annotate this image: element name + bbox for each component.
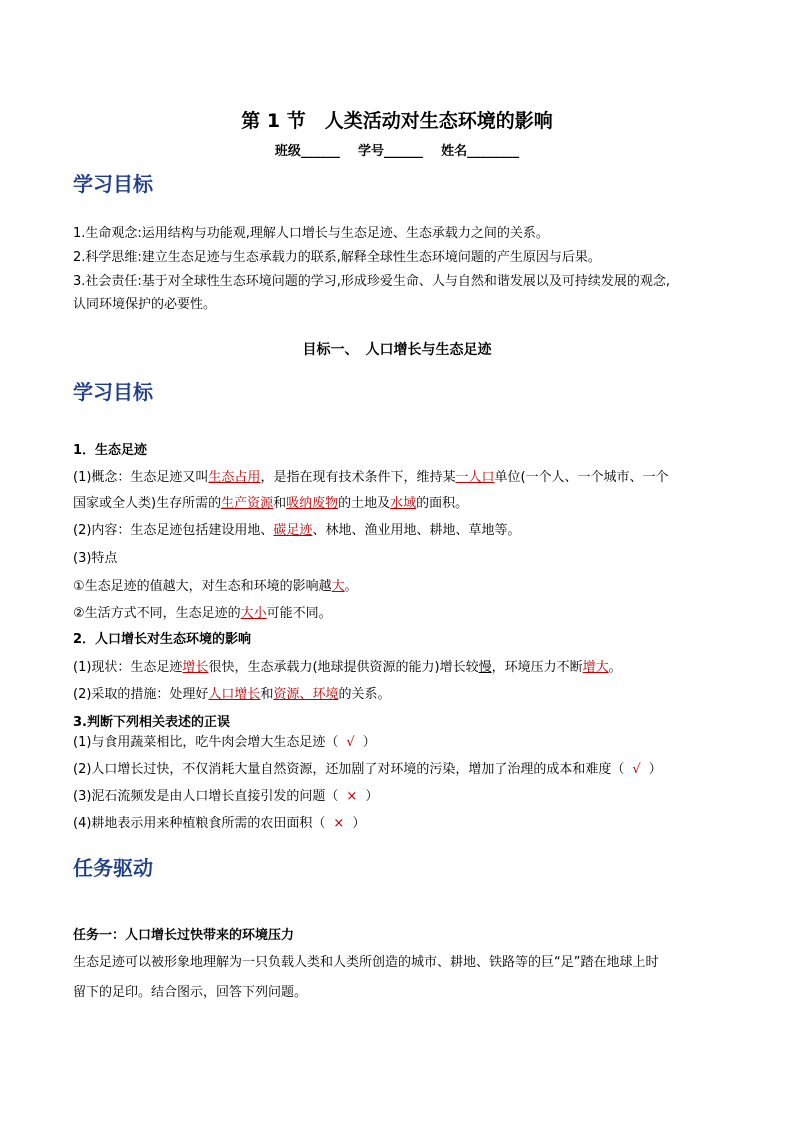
target-one-heading: 学习目标: [73, 380, 153, 404]
name-field[interactable]: 姓名________: [441, 144, 520, 159]
status-line: (1)现状：生态足迹增长很快，生态承载力(地球提供资源的能力)增长较慢，环境压力不断增大。: [73, 660, 622, 675]
task-heading: 任务驱动: [73, 856, 153, 880]
answer-blank: 人口增长: [208, 687, 261, 702]
answer-blank: 吸纳废物: [286, 496, 339, 511]
student-id-field[interactable]: 学号______: [357, 144, 423, 159]
eco-footprint-title: 1．生态足迹: [73, 443, 148, 458]
answer-blank: 碳足迹: [273, 523, 313, 538]
feature-1: ①生态足迹的值越大，对生态和环境的影响越大。: [73, 579, 358, 594]
concept-line-2: 国家或全人类)生存所需的生产资源和吸纳废物的土地及水域的面积。: [73, 496, 469, 511]
target-one-title: 目标一、 人口增长与生态足迹: [302, 342, 492, 358]
judgment-title: 3.判断下列相关表述的正误: [73, 715, 230, 730]
answer-blank: 大小: [240, 606, 267, 621]
answer-blank: 大: [331, 579, 345, 594]
population-impact-title: 2．人口增长对生态环境的影响: [73, 632, 252, 647]
answer-blank: 增长: [182, 660, 209, 675]
answer-blank: 水域: [390, 496, 417, 511]
check-mark: √: [632, 762, 641, 777]
task-one-line-1: 生态足迹可以被形象地理解为一只负载人类和人类所创造的城市、耕地、铁路等的巨“足”踏在地球上时: [73, 955, 659, 970]
feature-2: ②生活方式不同，生态足迹的大小可能不同。: [73, 606, 332, 621]
answer-blank: 慢: [478, 660, 492, 675]
answer-blank: 资源、环境: [273, 687, 339, 702]
judgment-item: (1)与食用蔬菜相比，吃牛肉会增大生态足迹（ √ ）: [73, 735, 376, 750]
answer-blank: 生产资源: [221, 496, 274, 511]
objective-3-cont: 认同环境保护的必要性。: [73, 297, 217, 312]
content-line: (2)内容：生态足迹包括建设用地、碳足迹、林地、渔业用地、耕地、草地等。: [73, 523, 521, 538]
student-info: [0, 140, 794, 159]
judgment-item: (3)泥石流频发是由人口增长直接引发的问题（ × ）: [73, 789, 379, 804]
answer-blank: 生态占用: [208, 470, 261, 485]
task-one-title: 任务一：人口增长过快带来的环境压力: [73, 928, 295, 943]
answer-blank: 一人口: [455, 470, 495, 485]
objective-3: 3.社会责任:基于对全球性生态环境问题的学习,形成珍爱生命、人与自然和谐发展以及可持续发展的观念,: [73, 274, 671, 289]
answer-blank: 增大: [582, 660, 609, 675]
task-one-line-2: 留下的足印。结合图示，回答下列问题。: [73, 985, 308, 1000]
check-mark: √: [346, 735, 355, 750]
features-title: (3)特点: [73, 551, 118, 566]
concept-line-1: (1)概念：生态足迹又叫生态占用，是指在现有技术条件下，维持某一人口单位(一个人、一个城市、一个: [73, 470, 669, 485]
cross-mark: ×: [333, 816, 345, 831]
cross-mark: ×: [346, 789, 358, 804]
judgment-item: (4)耕地表示用来种植粮食所需的农田面积（ × ）: [73, 816, 366, 831]
objectives-heading: 学习目标: [73, 172, 153, 196]
page-title: 第 1 节 人类活动对生态环境的影响: [241, 110, 553, 132]
judgment-item: (2)人口增长过快，不仅消耗大量自然资源，还加剧了对环境的污染，增加了治理的成本和难度（ √ ）: [73, 762, 662, 777]
objective-1: 1.生命观念:运用结构与功能观,理解人口增长与生态足迹、生态承载力之间的关系。: [73, 226, 549, 241]
measures-line: (2)采取的措施：处理好人口增长和资源、环境的关系。: [73, 687, 391, 702]
class-field[interactable]: 班级______: [274, 144, 340, 159]
objective-2: 2.科学思维:建立生态足迹与生态承载力的联系,解释全球性生态环境问题的产生原因与后果。: [73, 250, 601, 265]
